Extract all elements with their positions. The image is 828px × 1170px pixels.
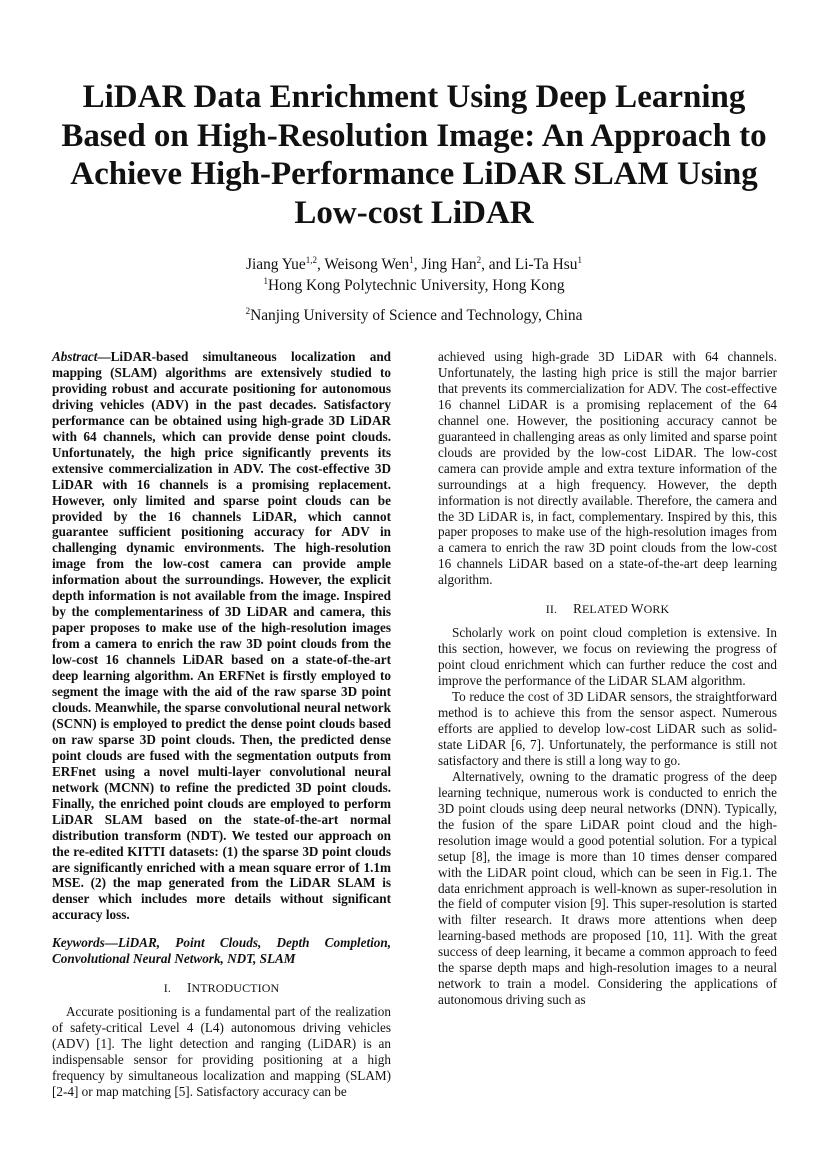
affiliation-1 [0, 275, 828, 296]
abstract-text: LiDAR-based simultaneous localization and mapping (SLAM) algorithms are extensively studied to providing robust and accurate positioning for autonomous driving vehicles (ADV) in the past decades. Satisfactory performance can be obtained using high-grade 3D LiDAR with 64 channels, which can provide dense point clouds. Unfortunately, the high price significantly prevents its extensive commercialization in ADV. The cost-effective 3D LiDAR with 16 channels is a promising replacement. However, only limited and sparse point clouds can be provided by the 16 channels LiDAR, which cannot guarantee sufficient positioning accuracy for ADV in challenging dynamic environments. The high-resolution image from the low-cost camera can provide ample information about the surroundings. However, the explicit depth information is not available from the image. Inspired by the complementariness of 3D LiDAR and camera, this paper proposes to make use of the high-resolution images from a camera to enrich the raw 3D point clouds from the low-cost 16 channels LiDAR based on a state-of-the-art deep learning algorithm. An ERFNet is firstly employed to segment the image with the aid of the raw sparse 3D point clouds. Meanwhile, the sparse convolutional neural network (SCNN) is employed to predict the dense point clouds based on raw sparse 3D point clouds. Then, the predicted dense point clouds are fused with the segmentation outputs from ERFnet using a novel multi-layer convolutional neural network (MCNN) to refine the predicted 3D point clouds. Finally, the enriched point clouds are employed to perform LiDAR SLAM based on the state-of-the-art normal distribution transform (NDT). We tested our approach on the re-edited KITTI datasets: (1) the sparse 3D point clouds are significantly enriched with a mean square error of 1.1m MSE. (2) the map generated from the LiDAR SLAM is denser which includes more details without significant accuracy loss. [52, 349, 391, 923]
keywords-dash: — [104, 935, 118, 951]
affiliation-text: Hong Kong Polytechnic University, Hong Kong [267, 277, 565, 294]
author-separator: , [316, 256, 325, 273]
paragraph-continuation: achieved using high-grade 3D LiDAR with 64 channels. Unfortunately, the lasting high price is still the major barrier that prevents its commercialization for ADV. The cost-effective 16 channel LiDAR is a promising replacement of the 64 channel one. However, the positioning accuracy cannot be guaranteed in challenging areas as only limited and sparse point clouds are provided by the low-cost LiDAR. The low-cost camera can provide ample and extra texture information of the surroundings at a high frequency. However, the depth information is not directly available. Therefore, the camera and the 3D LiDAR is, in fact, complementary. Inspired by this, this paper proposes to make use of the high-resolution images from a camera to enrich the raw 3D point clouds from the low-cost 16 channels LiDAR based on a state-of-the-art deep learning algorithm. [438, 349, 777, 588]
author-name: Li-Ta Hsu [514, 256, 578, 273]
section-number: II. [545, 602, 558, 617]
keywords [52, 935, 391, 967]
author-separator: , [413, 256, 422, 273]
keywords-label: Keywords [52, 935, 105, 951]
section-title: INTRODUCTION [186, 980, 280, 996]
right-column [438, 349, 777, 1008]
author-block [0, 254, 828, 326]
author-list [0, 254, 828, 275]
author-name: Jiang Yue [246, 256, 306, 273]
section-title: RELATED WORK [573, 601, 670, 617]
affiliation-mark: 2 [245, 306, 251, 316]
author-affiliation-mark: 1 [577, 255, 582, 265]
affiliation-2 [0, 305, 828, 326]
paragraph: Scholarly work on point cloud completion is extensive. In this section, however, we focus on reviewing the progress of point cloud enrichment which can further reduce the cost and improve the performance of the LiDAR SLAM algorithm. [438, 625, 777, 689]
author-affiliation-mark: 1 [409, 255, 414, 265]
section-number: I. [163, 981, 171, 996]
paragraph: Accurate positioning is a fundamental part of the realization of safety-critical Level 4 (L4) autonomous driving vehicles (ADV) [1]. The light detection and ranging (LiDAR) is an indispensable sensor for providing positioning at a high frequency by simultaneous localization and mapping (SLAM) [2-4] or map matching [5]. Satisfactory accuracy can be [52, 1004, 391, 1099]
section-heading-introduction [52, 980, 391, 997]
affiliation-text: Nanjing University of Science and Technology, China [250, 307, 583, 324]
abstract [52, 349, 391, 923]
author-name: Jing Han [421, 256, 477, 273]
author-affiliation-mark: 1,2 [305, 255, 317, 265]
left-column [52, 349, 391, 1100]
paragraph: To reduce the cost of 3D LiDAR sensors, the straightforward method is to achieve this from the sensor aspect. Numerous efforts are applied to develop low-cost LiDAR such as solid-state LiDAR [6, 7]. Unfortunately, the performance is still not satisfactory and there is still a long way to go. [438, 689, 777, 768]
author-name: Weisong Wen [324, 256, 410, 273]
author-separator: , and [481, 256, 515, 273]
author-affiliation-mark: 2 [476, 255, 482, 265]
affiliation-mark: 1 [263, 276, 268, 286]
abstract-label: Abstract [52, 349, 98, 364]
section-heading-related-work [438, 601, 777, 618]
paper-title: LiDAR Data Enrichment Using Deep Learning Based on High-Resolution Image: An Approach to Achieve High-Performance LiDAR SLAM Using Low-cost LiDAR [61, 79, 767, 231]
paragraph: Alternatively, owning to the dramatic progress of the deep learning technique, numerous work is conducted to enrich the 3D point clouds using deep neural networks (DNN). Typically, the fusion of the spare LiDAR point cloud and the high-resolution image would a good potential solution. For a typical setup [8], the image is more than 10 times denser compared with the LiDAR point cloud, which can be seen in Fig.1. The data enrichment approach is well-known as super-resolution in the field of computer vision [9]. This super-resolution is started with filter research. It draws more attentions when deep learning-based methods are proposed [10, 11]. With the great success of deep learning, it became a common approach to feed the sparse depth maps and high-resolution images to a neural network to train a model. Considering the applications of autonomous driving such as [438, 768, 777, 1008]
abstract-dash: — [97, 349, 111, 364]
keywords-text: LiDAR, Point Clouds, Depth Completion, Convolutional Neural Network, NDT, SLAM [52, 935, 391, 967]
